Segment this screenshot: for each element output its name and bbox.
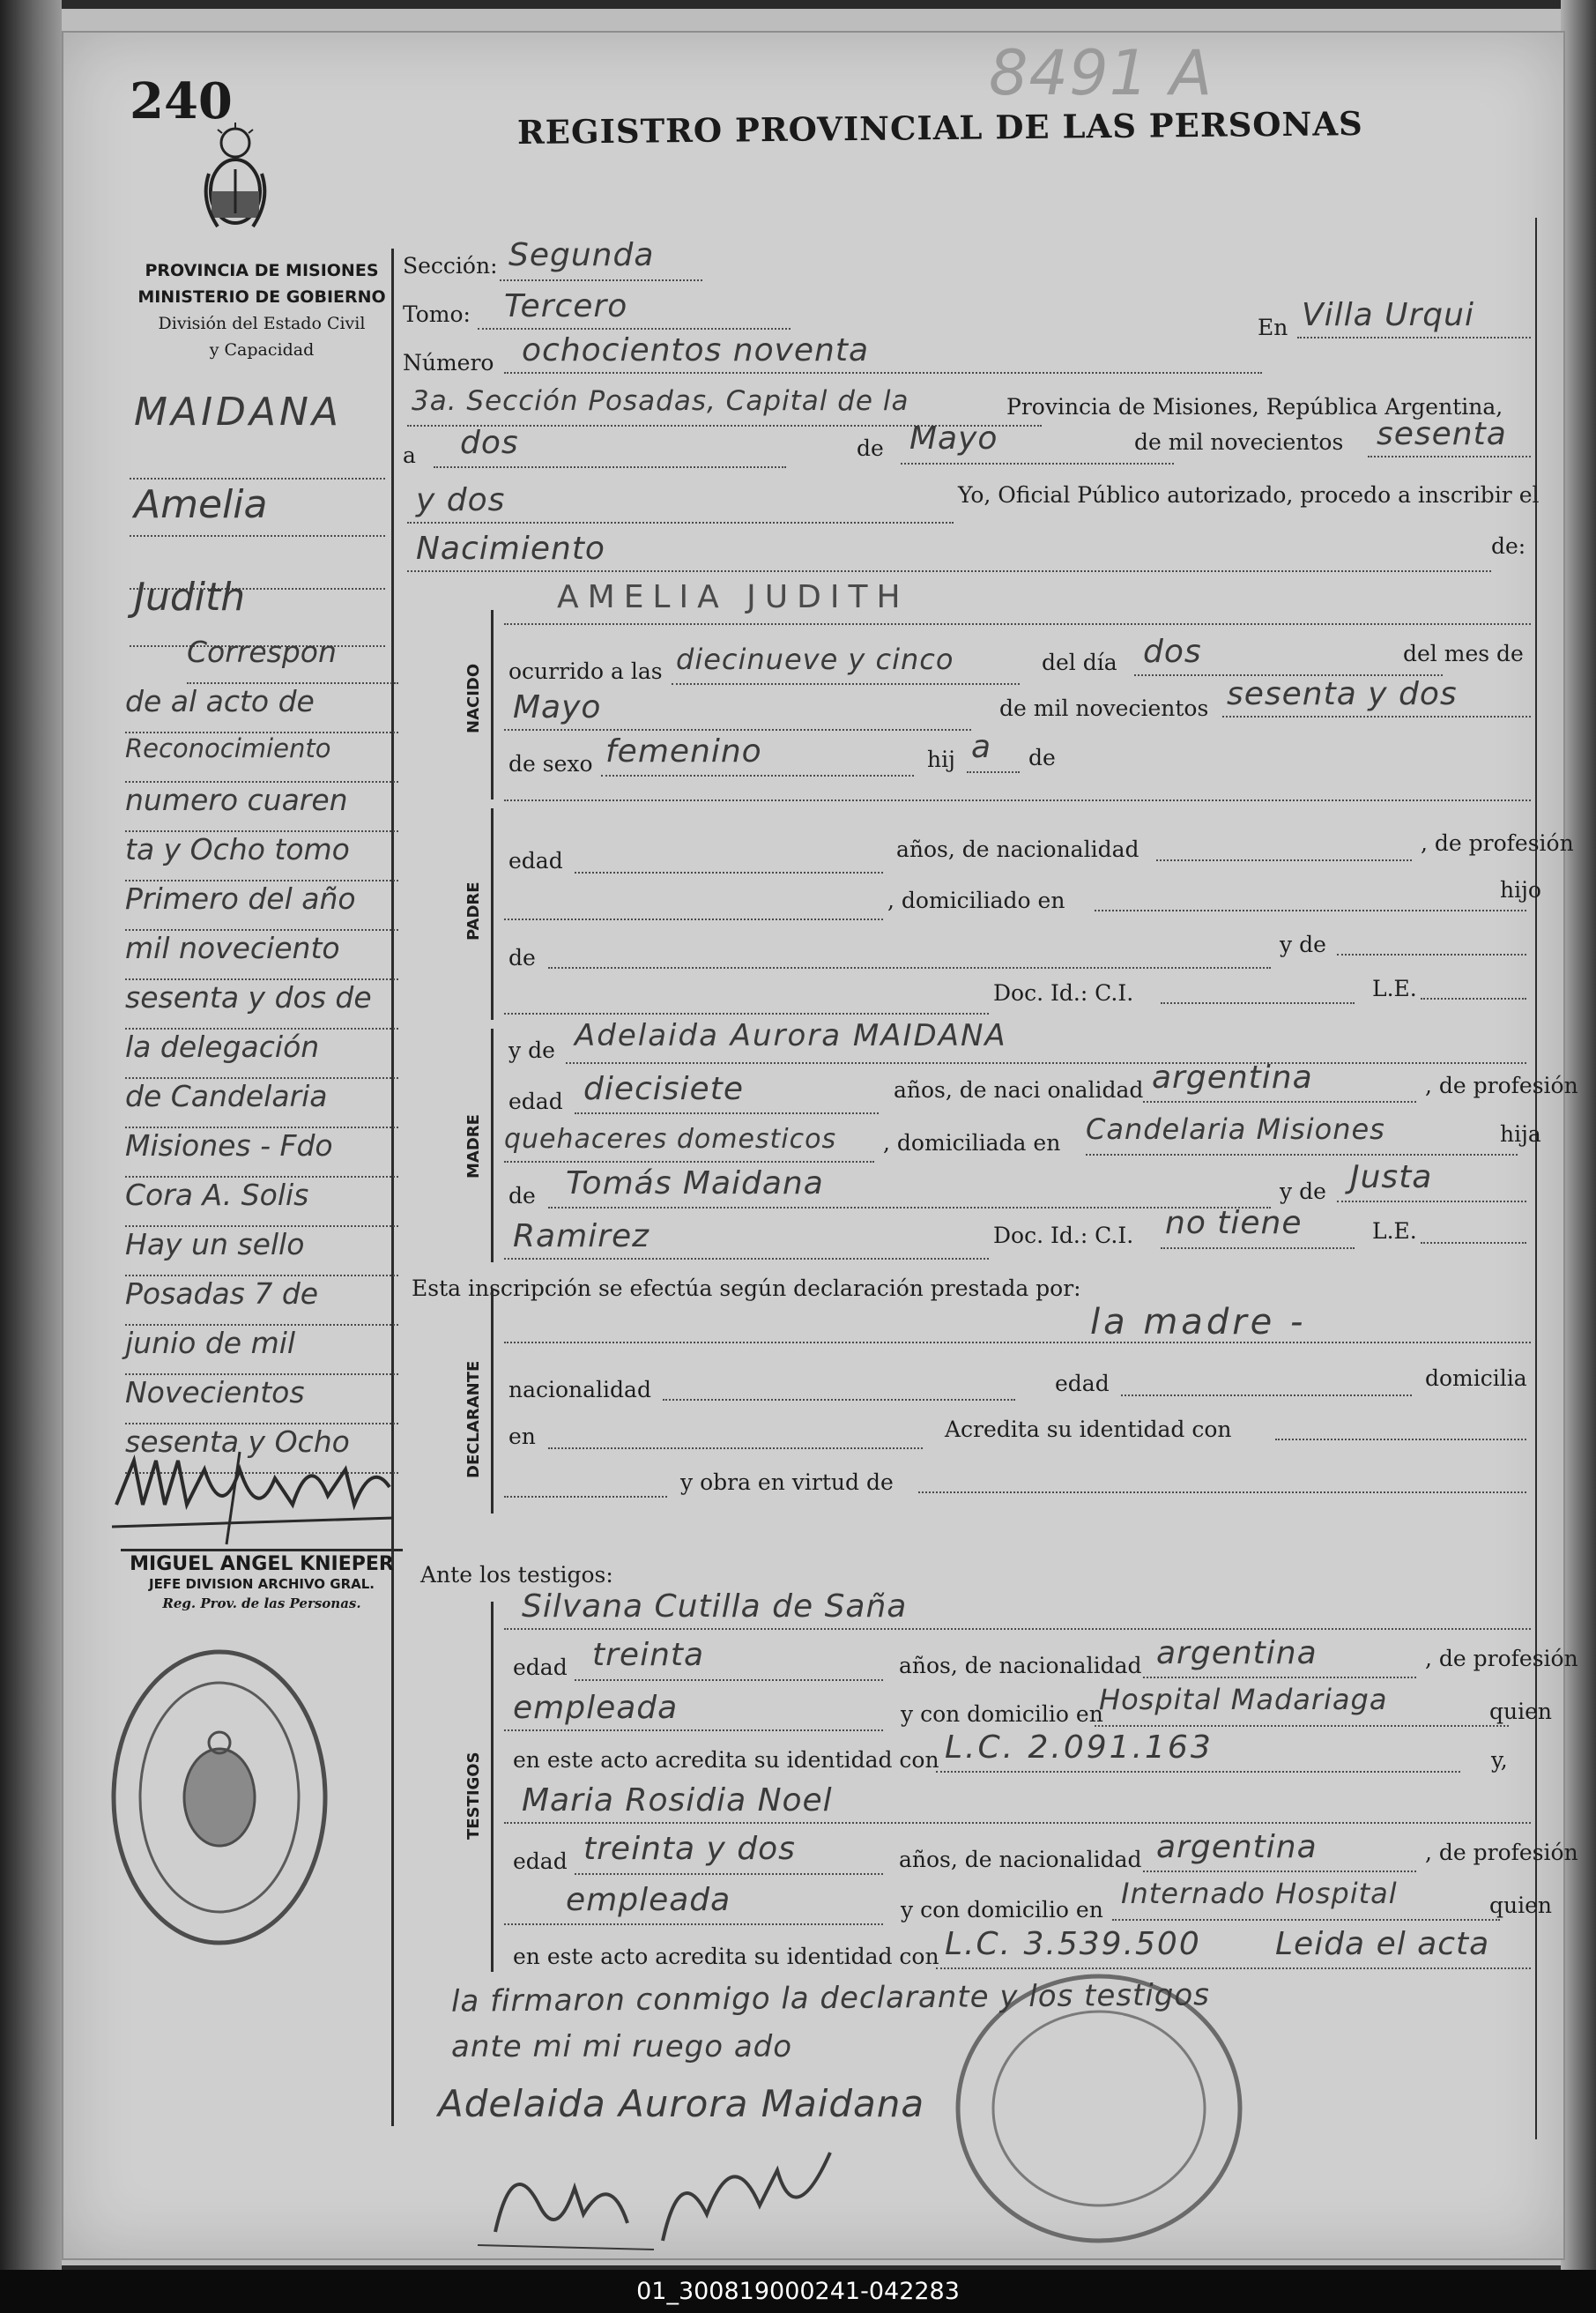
field-line bbox=[1421, 1242, 1526, 1244]
book-left-edge bbox=[0, 0, 62, 2270]
value-t1-edad: treinta bbox=[592, 1637, 705, 1673]
field-line bbox=[504, 919, 883, 920]
margin-annotation-line: Reconocimiento bbox=[125, 733, 398, 783]
value-tomo: Tercero bbox=[504, 288, 628, 324]
value-nombre: AMELIA JUDITH bbox=[557, 579, 909, 615]
field-line bbox=[548, 967, 1271, 969]
section-label-declarante: DECLARANTE bbox=[464, 1360, 483, 1478]
field-line bbox=[504, 623, 1531, 625]
margin-signature bbox=[108, 1443, 398, 1549]
label-del-dia: del día bbox=[1042, 650, 1117, 675]
value-madre-nac: argentina bbox=[1152, 1060, 1313, 1096]
value-leida: Leida el acta bbox=[1275, 1926, 1490, 1962]
section-bracket-padre bbox=[491, 808, 494, 1020]
value-madre-madre-ap: Ramirez bbox=[513, 1218, 650, 1254]
official-name: MIGUEL ANGEL KNIEPER bbox=[121, 1549, 403, 1574]
label-t2-prof: , de profesión bbox=[1425, 1840, 1578, 1865]
label-decl-virtud: y obra en virtud de bbox=[680, 1469, 894, 1495]
value-firmaron: la firmaron conmigo la declarante y los testigos bbox=[450, 1977, 1211, 2019]
field-line bbox=[504, 1342, 1531, 1343]
value-t2-dom: Internado Hospital bbox=[1121, 1877, 1398, 1910]
field-line bbox=[575, 1112, 879, 1114]
label-yo-oficial: Yo, Oficial Público autorizado, procedo a inscribir el bbox=[958, 482, 1540, 508]
field-line bbox=[575, 1873, 883, 1875]
field-line bbox=[478, 328, 791, 330]
field-line bbox=[1095, 910, 1526, 911]
label-sexo: de sexo bbox=[508, 751, 593, 777]
value-lugar: 3a. Sección Posadas, Capital de la bbox=[412, 385, 909, 417]
field-line bbox=[967, 771, 1020, 773]
corner-number: 8491 A bbox=[989, 37, 1214, 109]
margin-annotation-line: de al acto de bbox=[125, 684, 398, 733]
label-t2-quien: quien bbox=[1489, 1893, 1552, 1918]
label-madre-prof: , de profesión bbox=[1425, 1073, 1578, 1098]
field-line bbox=[504, 1161, 874, 1163]
book-right-edge bbox=[1561, 0, 1596, 2270]
margin-annotation-line: Misiones - Fdo bbox=[125, 1128, 398, 1178]
value-testigo2-nombre: Maria Rosidia Noel bbox=[522, 1782, 833, 1818]
value-madre-nombre: Adelaida Aurora MAIDANA bbox=[575, 1018, 1007, 1053]
value-seccion: Segunda bbox=[508, 237, 655, 273]
field-line bbox=[548, 1207, 1271, 1209]
value-t1-prof: empleada bbox=[513, 1690, 679, 1726]
label-t2-edad: edad bbox=[513, 1848, 568, 1874]
value-dia: dos bbox=[460, 425, 519, 461]
field-line bbox=[548, 1447, 923, 1449]
value-mes: Mayo bbox=[909, 420, 998, 457]
value-t2-id: L.C. 3.539.500 bbox=[945, 1926, 1201, 1962]
official-stamp bbox=[121, 1549, 403, 1613]
field-line bbox=[504, 1496, 667, 1498]
field-line bbox=[504, 1923, 883, 1925]
field-line bbox=[504, 1729, 883, 1731]
field-line bbox=[575, 1679, 883, 1681]
label-decl-en: en bbox=[508, 1424, 536, 1449]
margin-annotation bbox=[125, 635, 398, 1474]
value-t1-dom: Hospital Madariaga bbox=[1099, 1683, 1388, 1716]
value-t2-nac: argentina bbox=[1156, 1829, 1318, 1865]
field-line bbox=[1086, 1154, 1518, 1156]
label-en: En bbox=[1258, 315, 1288, 340]
issuer-block bbox=[103, 257, 420, 363]
witness-signatures bbox=[478, 2135, 848, 2258]
value-declarante: la madre - bbox=[1090, 1302, 1307, 1342]
value-madre-padre: Tomás Maidana bbox=[566, 1165, 824, 1201]
value-acto: Nacimiento bbox=[416, 531, 605, 567]
label-madre-nac: años, de naci onalidad bbox=[894, 1077, 1144, 1103]
label-madre-y-de-2: y de bbox=[1280, 1179, 1326, 1204]
label-padre-y-de: y de bbox=[1280, 932, 1326, 957]
field-line bbox=[407, 570, 1491, 572]
field-line bbox=[1421, 998, 1526, 1000]
label-t1-quien: quien bbox=[1489, 1699, 1552, 1724]
margin-annotation-line: de Candelaria bbox=[125, 1079, 398, 1128]
label-padre-doc: Doc. Id.: C.I. bbox=[993, 980, 1134, 1006]
value-firma-madre: Adelaida Aurora Maidana bbox=[438, 2082, 925, 2125]
field-line bbox=[1161, 1002, 1355, 1004]
section-label-nacido: NACIDO bbox=[464, 663, 483, 733]
label-de-colon: de: bbox=[1491, 533, 1526, 559]
value-testigo1-nombre: Silvana Cutilla de Saña bbox=[522, 1588, 908, 1625]
label-madre-dom: , domiciliada en bbox=[883, 1130, 1061, 1156]
issuer-province: PROVINCIA DE MISIONES bbox=[145, 261, 379, 280]
field-line bbox=[901, 463, 1174, 465]
label-madre-de: de bbox=[508, 1183, 536, 1209]
value-madre-madre: Justa bbox=[1350, 1159, 1433, 1195]
section-bracket-testigos bbox=[491, 1602, 494, 1972]
field-line bbox=[1143, 1677, 1416, 1678]
scan-identifier: 01_300819000241-042283 bbox=[0, 2270, 1596, 2313]
label-t2-acredita: en este acto acredita su identidad con bbox=[513, 1944, 939, 1969]
field-line bbox=[504, 372, 1262, 374]
margin-annotation-line: junio de mil bbox=[125, 1326, 398, 1375]
section-label-testigos: TESTIGOS bbox=[464, 1751, 483, 1840]
value-madre-prof: quehaceres domesticos bbox=[504, 1124, 837, 1155]
margin-name-1: Amelia bbox=[134, 482, 268, 527]
label-decl-acredita: Acredita su identidad con bbox=[945, 1417, 1232, 1442]
label-padre-prof: , de profesión bbox=[1421, 830, 1574, 856]
label-ocurrido: ocurrido a las bbox=[508, 658, 663, 684]
field-line bbox=[504, 1258, 989, 1260]
field-line bbox=[1161, 1247, 1355, 1249]
section-label-padre: PADRE bbox=[464, 881, 483, 941]
margin-annotation-line: Hay un sello bbox=[125, 1227, 398, 1276]
label-inscripcion: Esta inscripción se efectúa según declaración prestada por: bbox=[412, 1275, 1081, 1301]
value-anio-nac: sesenta y dos bbox=[1227, 676, 1458, 712]
label-ante-testigos: Ante los testigos: bbox=[420, 1562, 613, 1588]
register-page bbox=[62, 31, 1578, 2260]
field-line bbox=[1368, 456, 1531, 457]
label-madre-edad: edad bbox=[508, 1089, 563, 1114]
official-title: JEFE DIVISION ARCHIVO GRAL. bbox=[148, 1576, 375, 1592]
value-madre-edad: diecisiete bbox=[583, 1071, 744, 1107]
field-line bbox=[918, 1491, 1526, 1493]
field-line bbox=[663, 1399, 1015, 1401]
field-line bbox=[936, 1967, 1531, 1969]
value-anio: sesenta bbox=[1377, 416, 1507, 452]
label-t2-nac: años, de nacionalidad bbox=[899, 1847, 1142, 1872]
label-t1-edad: edad bbox=[513, 1655, 568, 1680]
value-ante-mi: ante mi mi ruego ado bbox=[451, 2029, 793, 2064]
field-line bbox=[1143, 1870, 1416, 1872]
label-tomo: Tomo: bbox=[403, 301, 471, 327]
value-t2-prof: empleada bbox=[566, 1882, 731, 1918]
margin-annotation-line: Posadas 7 de bbox=[125, 1276, 398, 1326]
label-padre-le: L.E. bbox=[1372, 976, 1417, 1001]
issuer-division: División del Estado Civil bbox=[158, 314, 366, 333]
label-padre-de: de bbox=[508, 945, 536, 971]
field-line bbox=[936, 1771, 1460, 1773]
margin-annotation-line: numero cuaren bbox=[125, 783, 398, 832]
page-number: 240 bbox=[130, 72, 233, 130]
margin-surname: MAIDANA bbox=[134, 390, 343, 435]
label-padre-dom: , domiciliado en bbox=[887, 888, 1065, 913]
label-madre-doc: Doc. Id.: C.I. bbox=[993, 1223, 1134, 1248]
label-decl-domicilia: domicilia bbox=[1425, 1365, 1527, 1391]
field-line bbox=[1337, 954, 1526, 956]
label-de-mil: de mil novecientos bbox=[1134, 429, 1344, 455]
field-line bbox=[504, 1013, 989, 1015]
field-line bbox=[672, 683, 1020, 685]
label-de-sexo-de: de bbox=[1028, 745, 1056, 770]
margin-annotation-line: Correspon bbox=[187, 635, 398, 684]
field-line bbox=[504, 800, 1531, 801]
value-t2-edad: treinta y dos bbox=[583, 1831, 796, 1867]
value-anio-cont: y dos bbox=[416, 482, 506, 518]
label-padre-edad: edad bbox=[508, 848, 563, 874]
field-line bbox=[504, 1628, 1531, 1630]
margin-line bbox=[130, 478, 385, 480]
margin-annotation-line: ta y Ocho tomo bbox=[125, 832, 398, 881]
field-line bbox=[1143, 1101, 1416, 1103]
field-line bbox=[1112, 1919, 1500, 1921]
label-de-mil-nac: de mil novecientos bbox=[999, 695, 1209, 721]
field-line bbox=[500, 279, 702, 281]
margin-annotation-line: sesenta y dos de bbox=[125, 980, 398, 1030]
margin-annotation-line: Cora A. Solis bbox=[125, 1178, 398, 1227]
value-dia-nac: dos bbox=[1143, 634, 1202, 670]
value-mes-nac: Mayo bbox=[513, 689, 602, 725]
field-line bbox=[575, 872, 883, 874]
issuer-division-2: y Capacidad bbox=[209, 340, 315, 360]
section-bracket-madre bbox=[491, 1029, 494, 1262]
label-numero: Número bbox=[403, 350, 494, 376]
field-line bbox=[1297, 337, 1531, 338]
field-line bbox=[601, 775, 914, 777]
margin-annotation-line: Primero del año bbox=[125, 881, 398, 931]
value-t1-nac: argentina bbox=[1156, 1635, 1318, 1671]
label-t1-acredita: en este acto acredita su identidad con bbox=[513, 1747, 939, 1773]
label-t1-prof: , de profesión bbox=[1425, 1646, 1578, 1671]
label-decl-nac: nacionalidad bbox=[508, 1377, 651, 1402]
label-del-mes: del mes de bbox=[1403, 641, 1524, 666]
issuer-ministry: MINISTERIO DE GOBIERNO bbox=[137, 287, 386, 307]
margin-annotation-line: mil noveciento bbox=[125, 931, 398, 980]
margin-annotation-line: Novecientos bbox=[125, 1375, 398, 1424]
coat-of-arms-icon bbox=[200, 121, 271, 235]
document-title: REGISTRO PROVINCIAL DE LAS PERSONAS bbox=[516, 103, 1364, 152]
label-t2-dom: y con domicilio en bbox=[901, 1897, 1103, 1923]
value-madre-ci: no tiene bbox=[1165, 1205, 1303, 1241]
official-title-2: Reg. Prov. de las Personas. bbox=[162, 1595, 361, 1611]
section-bracket-nacido bbox=[491, 610, 494, 800]
field-line bbox=[1275, 1439, 1526, 1440]
value-t1-id: L.C. 2.091.163 bbox=[945, 1729, 1214, 1766]
field-line bbox=[566, 1062, 1526, 1064]
label-de: de bbox=[857, 435, 884, 461]
field-line bbox=[1337, 1201, 1526, 1202]
label-madre-hija: hija bbox=[1500, 1121, 1541, 1147]
label-a: a bbox=[403, 443, 416, 468]
value-en: Villa Urqui bbox=[1302, 297, 1474, 333]
label-t1-dom: y con domicilio en bbox=[901, 1701, 1103, 1727]
section-label-madre: MADRE bbox=[464, 1114, 483, 1179]
label-seccion: Sección: bbox=[403, 253, 498, 279]
field-line bbox=[407, 522, 954, 524]
field-line bbox=[504, 729, 971, 731]
value-madre-dom: Candelaria Misiones bbox=[1086, 1112, 1385, 1146]
field-line bbox=[1121, 1394, 1412, 1396]
section-bracket-declarante bbox=[491, 1289, 494, 1513]
margin-name-2: Judith bbox=[134, 575, 246, 620]
round-seal-left bbox=[108, 1646, 332, 1950]
field-line bbox=[1222, 716, 1531, 718]
label-provincia: Provincia de Misiones, República Argentina, bbox=[1006, 394, 1503, 420]
label-decl-edad: edad bbox=[1055, 1371, 1110, 1396]
label-hijo: hij bbox=[927, 747, 955, 772]
value-numero: ochocientos noventa bbox=[522, 332, 870, 368]
label-madre-le: L.E. bbox=[1372, 1218, 1417, 1244]
label-padre-hijo: hijo bbox=[1500, 877, 1541, 903]
value-hora: diecinueve y cinco bbox=[676, 643, 954, 676]
margin-line bbox=[130, 535, 385, 537]
field-line bbox=[434, 466, 786, 468]
value-hijo-suffix: a bbox=[971, 729, 992, 765]
field-line bbox=[1095, 1725, 1509, 1727]
value-sexo: femenino bbox=[605, 733, 762, 770]
label-t1-y: y, bbox=[1491, 1747, 1508, 1773]
label-padre-nac: años, de nacionalidad bbox=[896, 837, 1139, 862]
margin-annotation-line: sesenta y Ocho bbox=[125, 1424, 398, 1474]
margin-annotation-line: la delegación bbox=[125, 1030, 398, 1079]
label-madre-y-de: y de bbox=[508, 1038, 555, 1063]
field-line bbox=[1156, 859, 1412, 861]
field-line bbox=[504, 1822, 1531, 1824]
label-t1-nac: años, de nacionalidad bbox=[899, 1653, 1142, 1678]
